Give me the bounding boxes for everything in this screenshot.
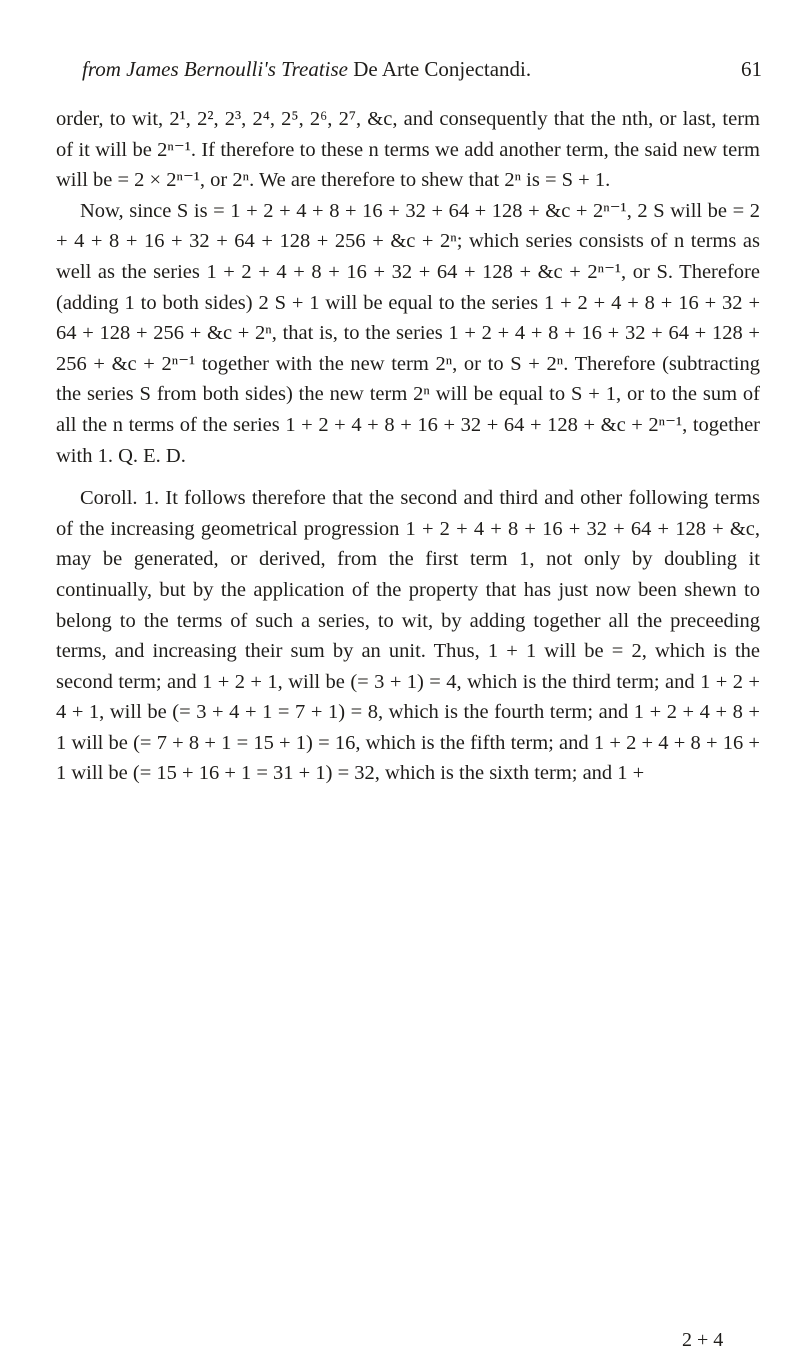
paragraph-corollary: Coroll. 1. It follows therefore that the second and third and other following terms of the increasing geometrical progression 1 + 2 + 4 + 8 + 16 + 32 + 64 + 128 + &c, may be generated, or derived, from the first term 1, not only by doubling it continually, but by the application of the property that has just now been shewn to belong to the terms of such a series, to wit, by adding together all the preceeding terms, and increasing their sum by an unit. Thus, 1 + 1 will be = 2, which is the second term; and 1 + 2 + 1, will be (= 3 + 1) = 4, which is the third term; and 1 + 2 + 4 + 1, will be (= 3 + 4 + 1 = 7 + 1) = 8, which is the fourth term; and 1 + 2 + 4 + 8 + 1 will be (= 7 + 8 + 1 = 15 + 1) = 16, which is the fifth term; and 1 + 2 + 4 + 8 + 16 + 1 will be (= 15 + 16 + 1 = 31 + 1) = 32, which is the sixth term; and 1 +	[56, 487, 760, 785]
page-number: 61	[741, 57, 762, 81]
paragraph-proof: Now, since S is = 1 + 2 + 4 + 8 + 16 + 32 + 64 + 128 + &c + 2ⁿ⁻¹, 2 S will be = 2 + 4 + 8 + 16 + 32 + 64 + 128 + 256 + &c + 2ⁿ; which series consists of n terms as well as the series 1 + 2 + 4 + 8 + 16 + 32 + 64 + 128 + &c + 2ⁿ⁻¹, or S. Therefore (adding 1 to both sides) 2 S + 1 will be equal to the series 1 + 2 + 4 + 8 + 16 + 32 + 64 + 128 + 256 + &c + 2ⁿ, that is, to the series 1 + 2 + 4 + 8 + 16 + 32 + 64 + 128 + 256 + &c + 2ⁿ⁻¹ together with the new term 2ⁿ, or to S + 2ⁿ. Therefore (subtracting the series S from both sides) the new term 2ⁿ will be equal to S + 1, or to the sum of all the n terms of the series 1 + 2 + 4 + 8 + 16 + 32 + 64 + 128 + &c + 2ⁿ⁻¹, together with 1. Q. E. D.	[56, 199, 760, 467]
paragraph-continuation: order, to wit, 2¹, 2², 2³, 2⁴, 2⁵, 2⁶, 2⁷, &c, and consequently that the nth, or last, term of it will be 2ⁿ⁻¹. If therefore to these n terms we add another term, the said new term will be = 2 × 2ⁿ⁻¹, or 2ⁿ. We are therefore to shew that 2ⁿ is = S + 1.	[56, 108, 760, 192]
catchword: 2 + 4	[682, 1329, 724, 1351]
running-head-lead: from James Bernoulli's Treatise	[82, 57, 349, 81]
running-head	[82, 54, 762, 84]
running-head-title: De Arte Conjectandi.	[353, 57, 532, 81]
body-text	[56, 104, 760, 789]
